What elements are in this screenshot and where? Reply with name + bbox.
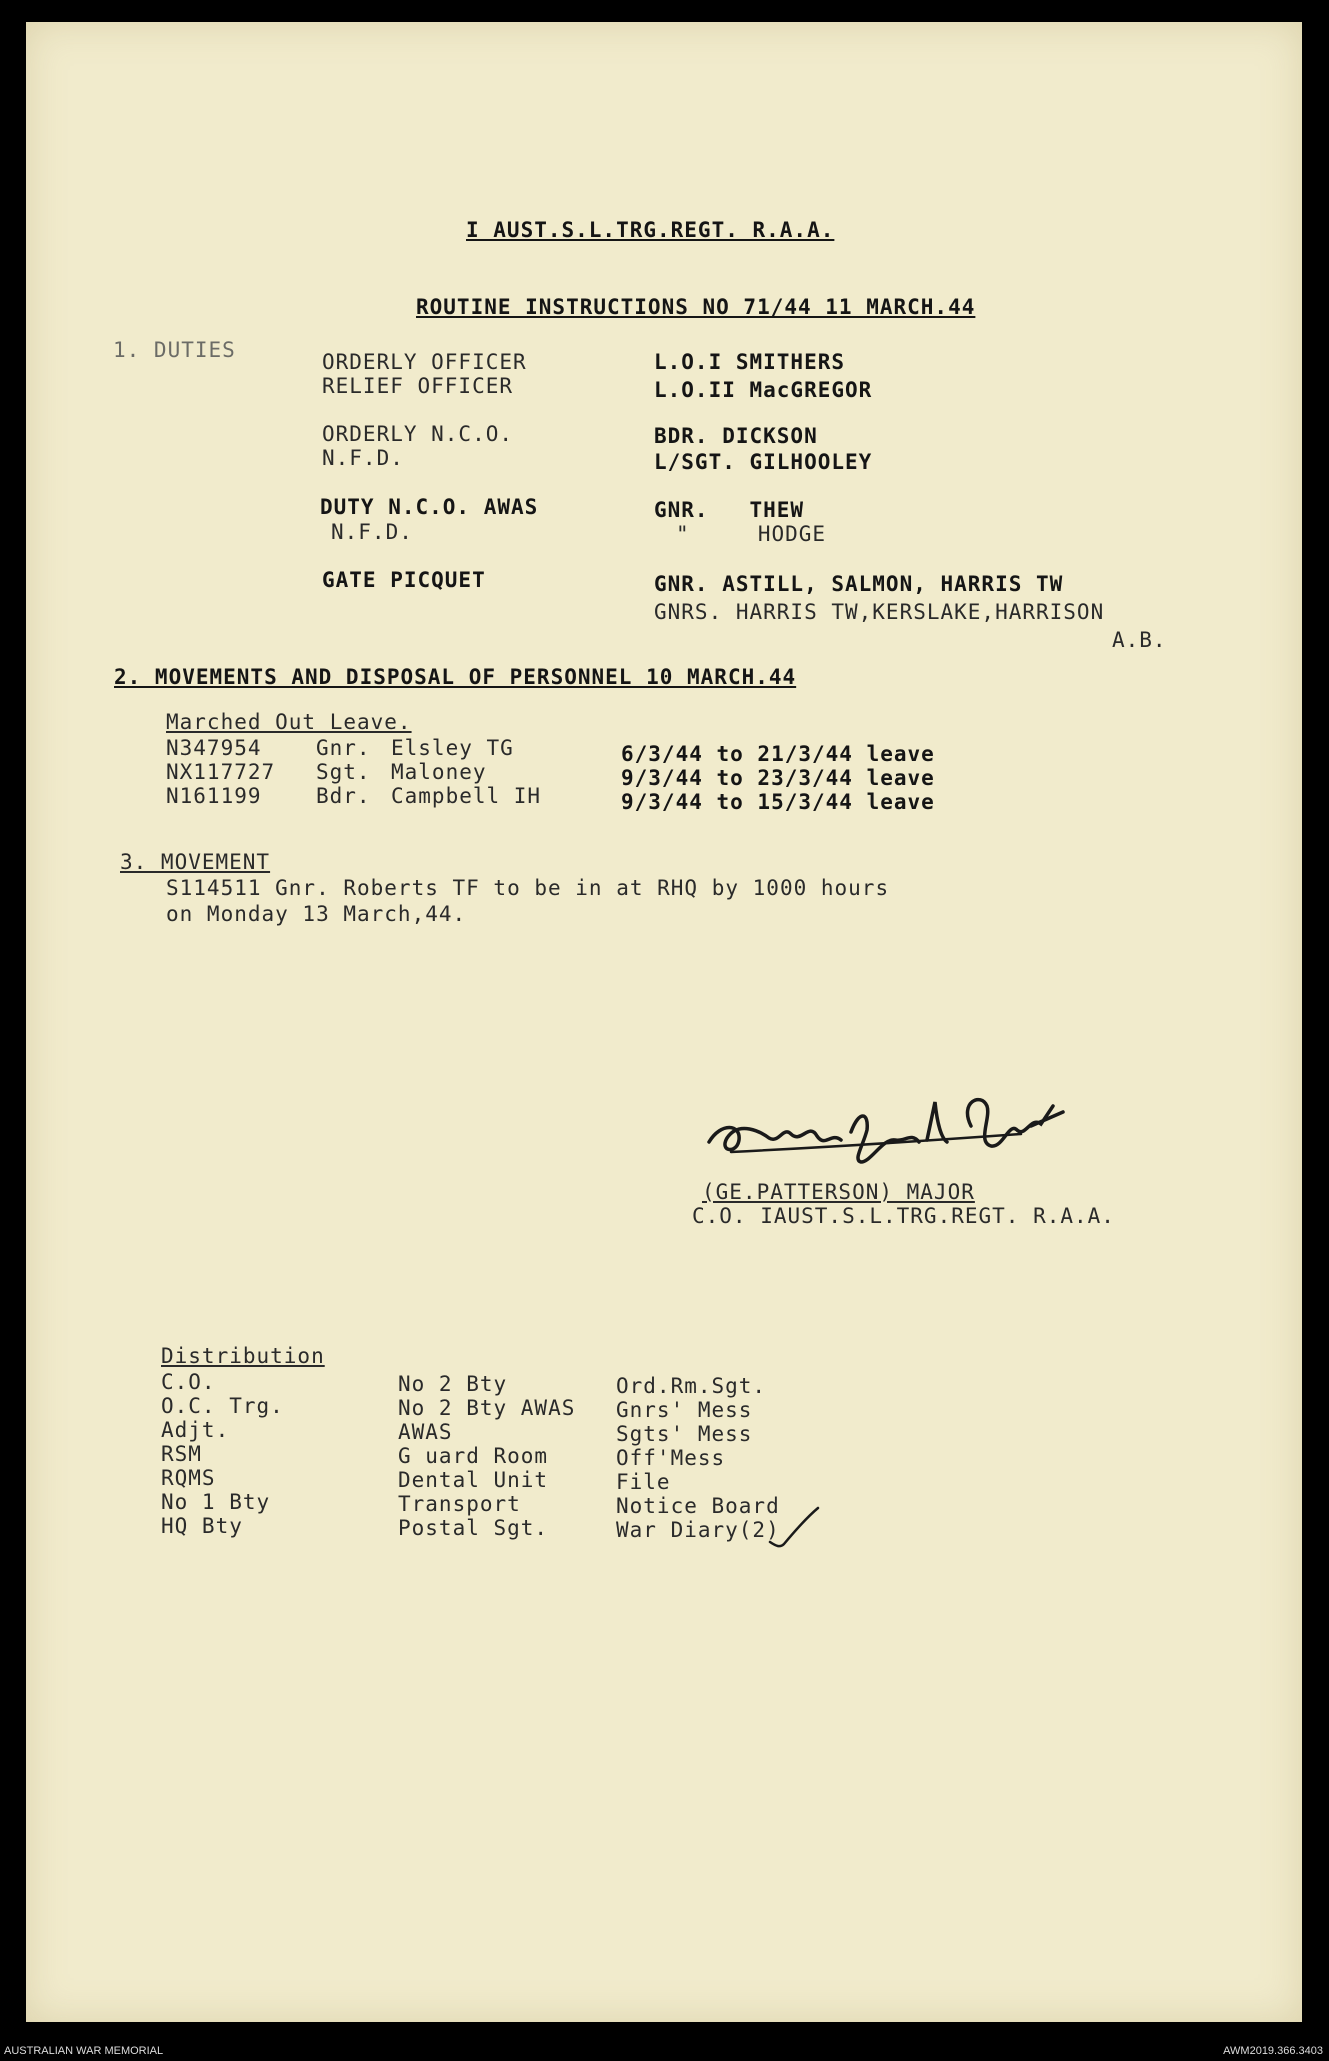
duty-name: BDR. DICKSON bbox=[654, 424, 818, 448]
duty-name: GNR. THEW bbox=[654, 498, 805, 522]
footer-reference: AWM2019.366.3403 bbox=[1223, 2045, 1323, 2057]
duty-role: DUTY N.C.O. AWAS bbox=[320, 495, 539, 519]
distribution-item: C.O. bbox=[161, 1370, 216, 1394]
distribution-heading: Distribution bbox=[161, 1344, 325, 1368]
footer-credit: AUSTRALIAN WAR MEMORIAL bbox=[4, 2045, 164, 2057]
soldier-name: Campbell IH bbox=[391, 784, 542, 808]
rank: Sgt. bbox=[316, 760, 371, 784]
distribution-item: No 1 Bty bbox=[161, 1490, 271, 1514]
distribution-item: Notice Board bbox=[616, 1494, 780, 1518]
duties-heading: 1. DUTIES bbox=[113, 338, 236, 362]
signatory-title: C.O. IAUST.S.L.TRG.REGT. R.A.A. bbox=[692, 1204, 1115, 1228]
duty-role: ORDERLY N.C.O. bbox=[322, 422, 514, 446]
duty-name: L/SGT. GILHOOLEY bbox=[654, 450, 873, 474]
rank: Bdr. bbox=[316, 784, 371, 808]
movements-heading: 2. MOVEMENTS AND DISPOSAL OF PERSONNEL 10 MARCH.44 bbox=[114, 665, 797, 689]
document-page bbox=[26, 22, 1302, 2022]
leave-dates: 9/3/44 to 15/3/44 leave bbox=[621, 790, 935, 814]
distribution-item: Adjt. bbox=[161, 1418, 230, 1442]
duty-name: A.B. bbox=[1112, 628, 1167, 652]
distribution-item: Gnrs' Mess bbox=[616, 1398, 753, 1422]
duty-role: RELIEF OFFICER bbox=[322, 374, 514, 398]
soldier-name: Elsley TG bbox=[391, 736, 514, 760]
distribution-item: AWAS bbox=[398, 1420, 453, 1444]
soldier-name: Maloney bbox=[391, 760, 487, 784]
duty-name: L.O.II MacGREGOR bbox=[654, 378, 873, 402]
distribution-item: Transport bbox=[398, 1492, 521, 1516]
distribution-item: RQMS bbox=[161, 1466, 216, 1490]
duty-role: N.F.D. bbox=[331, 520, 413, 544]
leave-dates: 9/3/44 to 23/3/44 leave bbox=[621, 766, 935, 790]
service-number: NX117727 bbox=[166, 760, 276, 784]
duty-role: N.F.D. bbox=[322, 446, 404, 470]
distribution-item: No 2 Bty bbox=[398, 1372, 508, 1396]
service-number: N347954 bbox=[166, 736, 262, 760]
distribution-item: Dental Unit bbox=[398, 1468, 549, 1492]
duty-name: L.O.I SMITHERS bbox=[654, 350, 846, 374]
duty-role: ORDERLY OFFICER bbox=[322, 350, 527, 374]
distribution-item: Ord.Rm.Sgt. bbox=[616, 1374, 767, 1398]
duty-name: GNRS. HARRIS TW,KERSLAKE,HARRISON bbox=[654, 600, 1105, 624]
movements-subheading: Marched Out Leave. bbox=[166, 710, 412, 734]
distribution-item: O.C. Trg. bbox=[161, 1394, 284, 1418]
movement-line: S114511 Gnr. Roberts TF to be in at RHQ by 1000 hours bbox=[166, 876, 890, 900]
leave-dates: 6/3/44 to 21/3/44 leave bbox=[621, 742, 935, 766]
duty-name: " HODGE bbox=[676, 522, 827, 546]
distribution-item: Off'Mess bbox=[616, 1446, 726, 1470]
duty-name: GNR. ASTILL, SALMON, HARRIS TW bbox=[654, 572, 1064, 596]
document-title: ROUTINE INSTRUCTIONS NO 71/44 11 MARCH.44 bbox=[416, 295, 976, 319]
signatory-name: (GE.PATTERSON) MAJOR bbox=[702, 1180, 975, 1204]
unit-header: I AUST.S.L.TRG.REGT. R.A.A. bbox=[466, 218, 835, 242]
service-number: N161199 bbox=[166, 784, 262, 808]
movement-line: on Monday 13 March,44. bbox=[166, 902, 467, 926]
distribution-item: War Diary(2) bbox=[616, 1518, 780, 1542]
handwritten-signature bbox=[691, 1082, 1131, 1172]
rank: Gnr. bbox=[316, 736, 371, 760]
distribution-item: G uard Room bbox=[398, 1444, 549, 1468]
distribution-item: No 2 Bty AWAS bbox=[398, 1396, 576, 1420]
distribution-item: HQ Bty bbox=[161, 1514, 243, 1538]
distribution-item: Postal Sgt. bbox=[398, 1516, 549, 1540]
movement-heading: 3. MOVEMENT bbox=[120, 850, 271, 874]
tick-mark bbox=[766, 1502, 826, 1552]
duty-role: GATE PICQUET bbox=[322, 568, 486, 592]
distribution-item: Sgts' Mess bbox=[616, 1422, 753, 1446]
distribution-item: File bbox=[616, 1470, 671, 1494]
distribution-item: RSM bbox=[161, 1442, 202, 1466]
